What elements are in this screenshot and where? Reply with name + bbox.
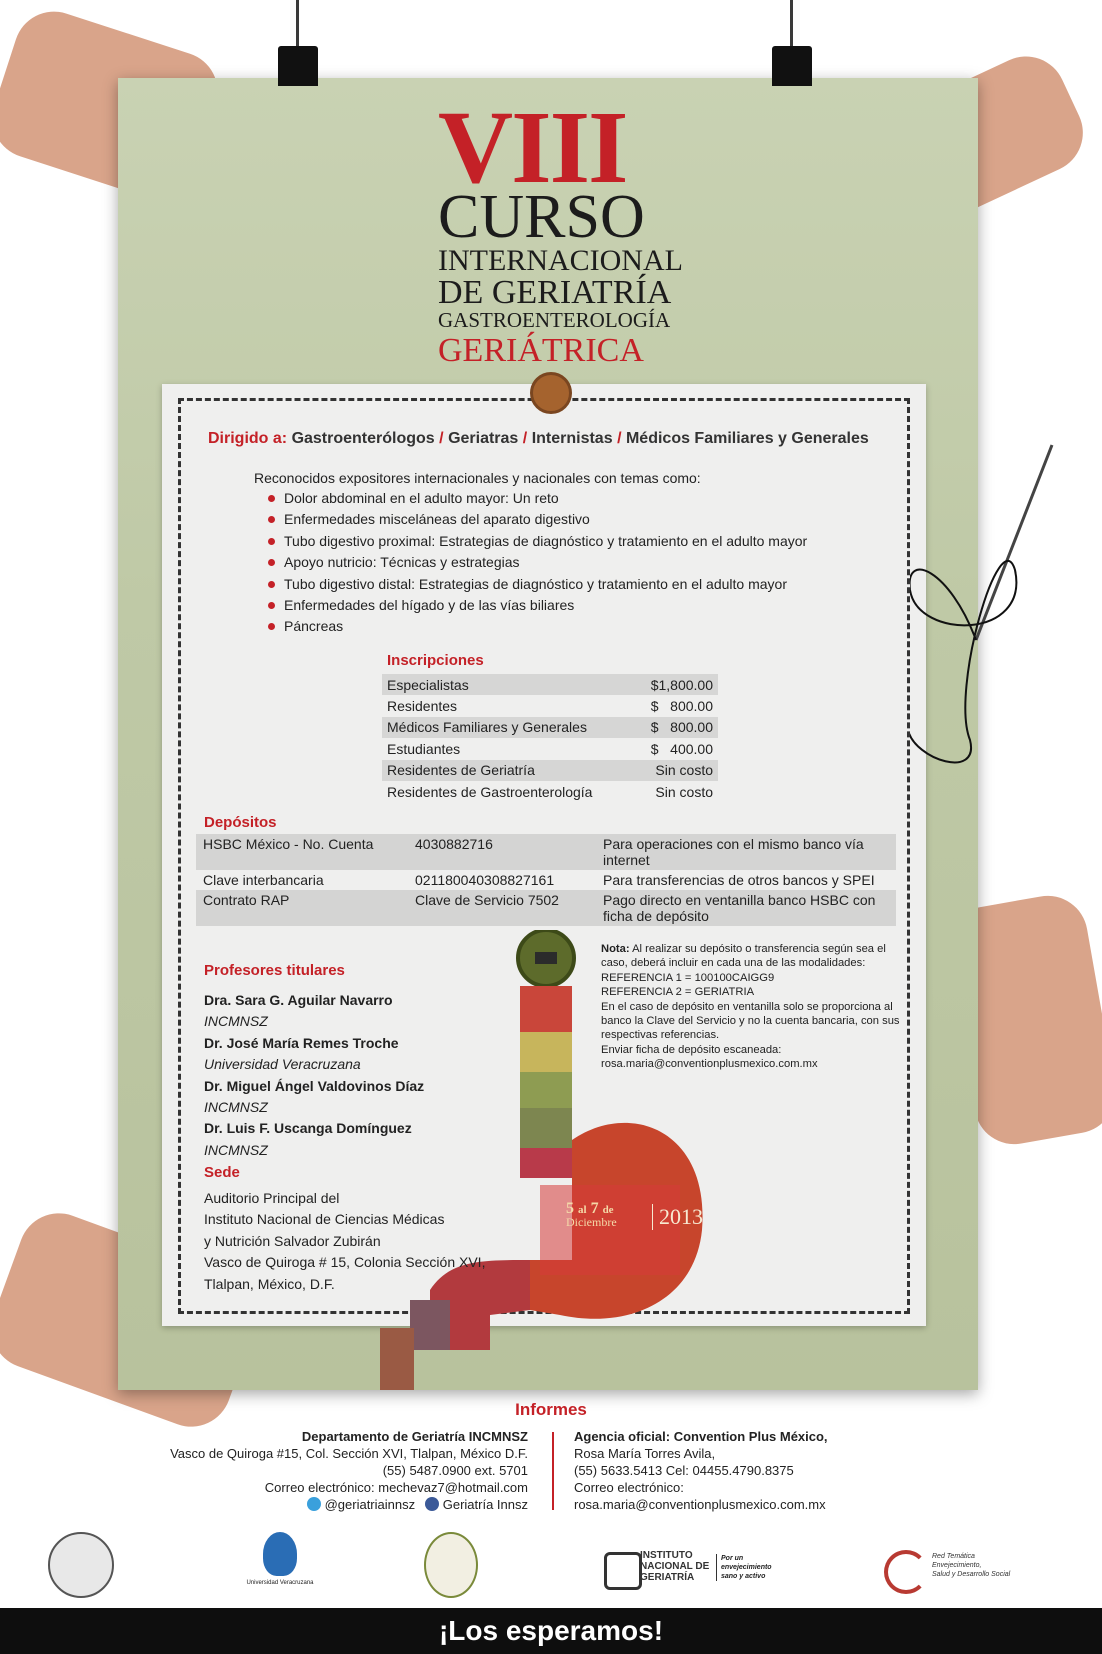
professor-institution: INCMNSZ [204,1141,268,1158]
red-tematica-logo [884,1550,1044,1592]
fee-price: $ 400.00 [650,740,713,757]
note-text: Al realizar su depósito o transferencia según sea el caso, deberá incluir en cada una de las modalidades: [601,943,886,970]
deposit-note: Pago directo en ventanilla banco HSBC con ficha de depósito [596,890,896,926]
facebook-icon [425,1497,439,1511]
professor-name: Dr. Miguel Ángel Valdovinos Díaz [204,1077,425,1094]
topics-intro: Reconocidos expositores internacionales y nacionales con temas como: [254,470,701,486]
professor-name: Dr. José María Remes Troche [204,1034,399,1051]
deposit-value: Clave de Servicio 7502 [408,890,596,926]
deposit-value: 021180040308827161 [415,872,555,888]
binder-clip-right-icon [770,0,814,92]
audience-group: Gastroenterólogos [291,430,435,447]
professor-name: Dra. Sara G. Aguilar Navarro [204,992,393,1008]
title-roman-numeral: VIII [438,90,627,205]
fee-category: Médicos Familiares y Generales [382,717,634,738]
red-tematica-emblem-icon [884,1550,928,1594]
red-tematica-line: Red Temática [932,1553,975,1560]
title-geriatrica: GERIÁTRICA [438,332,644,369]
note-email: rosa.maria@conventionplusmexico.com.mx [601,1058,818,1071]
inger-line: NACIONAL DE [640,1561,710,1572]
profesores-title: Profesores titulares [204,962,345,979]
date-de: de [602,1204,614,1216]
venue-line: Instituto Nacional de Ciencias Médicas [204,1211,445,1228]
title-internacional: INTERNACIONAL [438,244,683,277]
audience-separator: / [617,430,622,447]
geriatrics-society-laurel-logo [424,1532,478,1598]
contact-org: Agencia oficial: Convention Plus México, [574,1429,828,1444]
fee-category: Especialistas [382,674,634,695]
note-reference-2: REFERENCIA 2 = GERIATRIA [601,986,755,999]
topic-item: Tubo digestivo distal: Estrategias de diagnóstico y tratamiento en el adulto mayor [268,576,807,597]
table-row [196,890,896,926]
depositos-table [196,834,896,926]
table-row [382,695,718,716]
audience-separator: / [522,430,528,447]
contact-person: Rosa María Torres Avila, [574,1446,716,1461]
professor-name: Dr. Luis F. Uscanga Domínguez [204,1120,412,1137]
inger-line: INSTITUTO [640,1550,693,1561]
deposit-label: Contrato RAP [196,890,408,926]
contact-phone: (55) 5487.0900 ext. 5701 [382,1463,528,1478]
venue-address [204,1188,485,1295]
topic-item: Enfermedades del hígado y de las vías biliares [268,597,807,618]
needle-thread-icon [910,440,1060,820]
fee-price: $ 800.00 [634,717,718,738]
topic-item: Enfermedades misceláneas del aparato digestivo [268,511,807,532]
title-gastroenterologia: GASTROENTEROLOGÍA [438,308,671,332]
payment-note [601,942,911,1072]
red-tematica-line: Envejecimiento, [932,1562,982,1569]
inger-tagline: Por un [721,1555,744,1562]
date-year: 2013 [652,1204,703,1230]
red-tematica-line: Salud y Desarrollo Social [932,1571,1011,1578]
inscripciones-title: Inscripciones [387,652,484,669]
date-day-start: 5 [566,1200,574,1217]
fee-category: Residentes de Gastroenterología [387,783,593,800]
professors-list [204,990,424,1161]
inger-tagline: envejecimiento [721,1564,772,1571]
contact-email[interactable]: Correo electrónico: mechevaz7@hotmail.com [264,1480,528,1495]
facebook-page[interactable]: Geriatría Innsz [442,1497,528,1512]
table-row [196,870,896,890]
contact-address: Vasco de Quiroga #15, Col. Sección XVI, Tlalpan, México D.F. [170,1446,528,1461]
universidad-veracruzana-logo [230,1532,330,1586]
deposit-note: Para transferencias de otros bancos y SPEI [603,872,875,888]
contact-geriatria [170,1428,528,1513]
table-row [382,674,718,695]
professor-institution: Universidad Veracruzana [204,1056,361,1073]
fee-price: Sin costo [634,760,718,781]
deposit-value: 4030882716 [408,834,596,870]
audience-group: Médicos Familiares y Generales [625,430,869,447]
footer-banner: ¡Los esperamos! [0,1608,1102,1654]
topics-list [268,490,807,640]
contact-email[interactable]: rosa.maria@conventionplusmexico.com.mx [574,1497,826,1512]
venue-line: Auditorio Principal del [204,1190,340,1206]
fee-category: Residentes de Geriatría [382,760,634,781]
event-date-badge [566,1200,703,1230]
fee-price: Sin costo [655,783,713,800]
inger-line: GERIATRÍA [640,1572,695,1583]
fee-category: Estudiantes [387,740,461,757]
incmnsz-seal-logo [48,1532,114,1598]
inger-logo [604,1550,784,1592]
note-label: Nota: [601,943,630,955]
contact-org: Departamento de Geriatría INCMNSZ [301,1429,528,1444]
inscripciones-table [382,674,718,802]
sede-title: Sede [204,1164,240,1181]
fee-price: $1,800.00 [634,674,718,695]
professor-institution: INCMNSZ [204,1013,268,1030]
venue-line: Tlalpan, México, D.F. [204,1275,335,1292]
topic-item: Dolor abdominal en el adulto mayor: Un reto [268,490,807,511]
contact-phone: (55) 5633.5413 Cel: 04455.4790.8375 [574,1463,794,1478]
date-day-end: 7 [590,1200,599,1217]
fee-price: $ 800.00 [650,698,713,715]
uv-caption: Universidad Veracruzana [246,1580,314,1586]
note-reference-1: REFERENCIA 1 = 100100CAIGG9 [601,971,775,984]
twitter-handle[interactable]: @geriatriainnsz [324,1497,416,1512]
table-row [382,760,718,781]
deposit-label: Clave interbancaria [203,872,324,888]
topic-item: Páncreas [268,618,807,639]
venue-line: Vasco de Quiroga # 15, Colonia Sección XVI, [204,1254,486,1271]
date-al: al [578,1204,587,1216]
sewing-button-icon [530,372,572,414]
audience-separator: / [439,430,444,447]
deposit-note: Para operaciones con el mismo banco vía internet [596,834,896,870]
note-text: En el caso de depósito en ventanilla solo se proporciona al banco la Clave del Servicio y no la cuenta bancaria, con sus respectivas referencias. [601,1000,900,1042]
title-de-geriatria: DE GERIATRÍA [438,274,672,311]
table-row [382,781,718,802]
contact-divider [552,1432,554,1510]
deposit-label: HSBC México - No. Cuenta [196,834,408,870]
twitter-icon [307,1497,321,1511]
date-month: Diciembre [566,1215,617,1229]
contact-email-label: Correo electrónico: [574,1480,684,1495]
depositos-title: Depósitos [204,814,277,831]
topic-item: Apoyo nutricio: Técnicas y estrategias [268,554,807,575]
audience-label: Dirigido a: [208,430,288,447]
uv-emblem-icon [263,1532,297,1576]
audience-group: Geriatras [448,430,519,447]
audience-line [208,430,869,448]
fee-category: Residentes [387,698,458,715]
inger-tagline: sano y activo [721,1573,766,1580]
note-text: Enviar ficha de depósito escaneada: [601,1043,782,1056]
table-row [196,834,896,870]
venue-line: y Nutrición Salvador Zubirán [204,1232,381,1249]
title-curso: CURSO [438,183,645,251]
audience-group: Internistas [531,430,613,447]
inger-emblem-icon [604,1552,642,1590]
contact-agency [574,1428,828,1513]
table-row [382,738,718,759]
topic-item: Tubo digestivo proximal: Estrategias de diagnóstico y tratamiento en el adulto mayor [268,533,807,554]
informes-title: Informes [515,1400,587,1419]
binder-clip-left-icon [276,0,320,92]
table-row [382,717,718,738]
professor-institution: INCMNSZ [204,1099,268,1116]
